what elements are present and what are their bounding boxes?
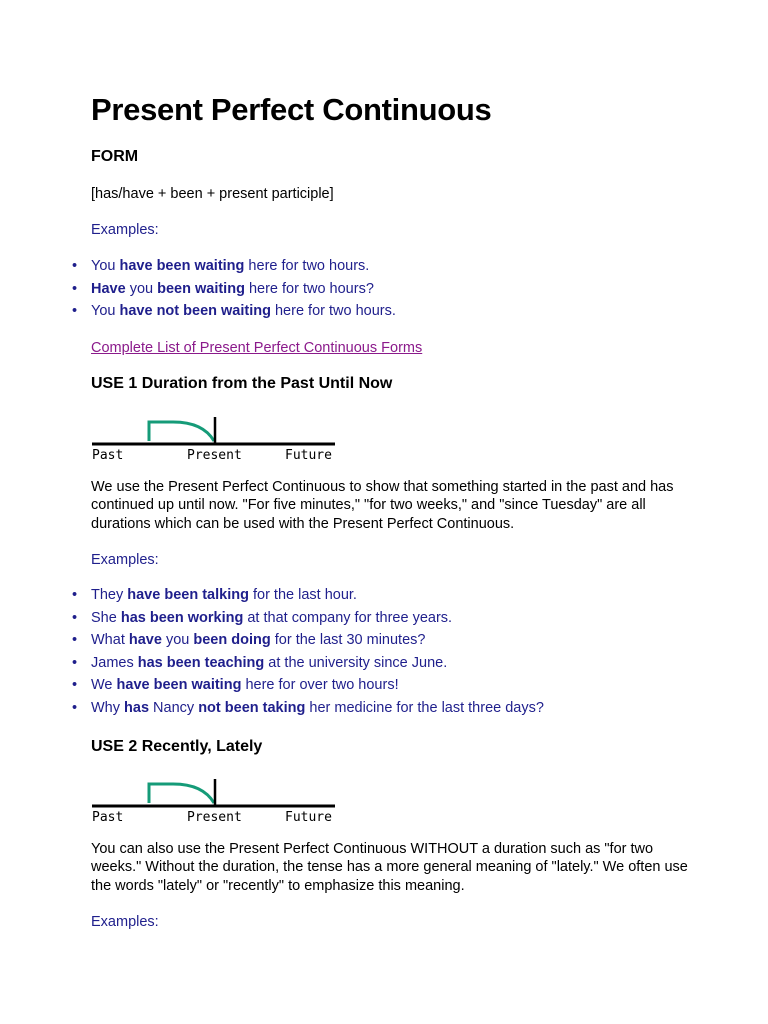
use2-examples-label: Examples:	[91, 914, 159, 930]
use2-paragraph: You can also use the Present Perfect Continuous WITHOUT a duration such as "for two weeks." Without the duration, the tense has a more general meaning of "lately." We often use the words "lately" or "recently" to emphasize this meaning.	[91, 841, 688, 894]
use2-heading: USE 2 Recently, Lately	[91, 738, 263, 755]
timeline-present-label: Present	[187, 448, 242, 463]
use1-examples-list	[91, 584, 589, 720]
example-text: here for two hours.	[270, 303, 396, 320]
forms-list-link[interactable]: Complete List of Present Perfect Continuous Forms	[91, 340, 423, 356]
example-verb-bold: been waiting	[157, 280, 245, 297]
example-text: her medicine for the last three days?	[305, 699, 544, 716]
example-verb-bold: have been talking	[127, 587, 249, 603]
examples-label: Examples:	[91, 222, 159, 238]
timeline-past-label: Past	[92, 448, 124, 463]
example-text: Why	[91, 699, 125, 716]
example-verb-bold: have been waiting	[116, 677, 242, 694]
example-text: at the university since June.	[264, 654, 448, 671]
form-examples-list	[91, 255, 441, 323]
example-text: You	[91, 258, 120, 274]
timeline-diagram-use1	[91, 414, 341, 464]
timeline-future-label: Future	[285, 448, 332, 463]
example-text: you	[161, 632, 194, 649]
timeline-present-label: Present	[187, 810, 242, 825]
example-verb-bold: been doing	[193, 632, 271, 649]
example-item	[46, 300, 396, 323]
timeline-past-label: Past	[92, 810, 124, 825]
example-text: James	[91, 654, 138, 671]
example-text: We	[91, 677, 117, 694]
example-text: here for two hours.	[244, 258, 370, 274]
example-verb-bold: have been waiting	[119, 258, 245, 274]
timeline-duration-arc	[149, 422, 214, 441]
use1-examples-label: Examples:	[91, 552, 159, 568]
example-text: here for over two hours!	[241, 677, 399, 694]
example-item	[46, 674, 544, 697]
example-text: They	[91, 587, 128, 603]
page-title: Present Perfect Continuous	[91, 92, 492, 127]
use1-heading: USE 1 Duration from the Past Until Now	[91, 375, 393, 392]
form-heading: FORM	[91, 148, 139, 165]
use1-paragraph: We use the Present Perfect Continuous to show that something started in the past and has continued up until now. "For five minutes," "for two weeks," and "since Tuesday" are all durations which can be used with the Present Perfect Continuous.	[91, 479, 674, 532]
example-item	[46, 629, 544, 652]
example-text: Nancy	[149, 699, 199, 716]
example-item	[46, 652, 544, 675]
example-verb-bold: has been teaching	[137, 654, 265, 671]
example-text: you	[125, 280, 158, 297]
example-text: What	[91, 632, 129, 649]
form-rule: [has/have + been + present participle]	[91, 186, 334, 202]
example-text: at that company for three years.	[243, 609, 453, 626]
example-text: here for two hours?	[244, 280, 374, 297]
example-verb-bold: not been taking	[198, 699, 306, 716]
timeline-duration-arc	[149, 784, 214, 803]
example-verb-bold: has	[124, 699, 150, 716]
example-item	[46, 607, 544, 630]
example-item	[46, 584, 544, 607]
example-verb-bold: have not been waiting	[119, 303, 271, 320]
example-verb-bold: Have	[91, 280, 126, 297]
example-item	[46, 278, 396, 301]
example-verb-bold: have	[128, 632, 162, 649]
example-verb-bold: has been working	[120, 609, 244, 626]
example-item	[46, 255, 396, 278]
example-text: You	[91, 303, 120, 320]
timeline-diagram-use2	[91, 776, 341, 826]
example-text: for the last hour.	[248, 587, 357, 603]
example-item	[46, 697, 544, 720]
example-text: She	[91, 609, 121, 626]
example-text: for the last 30 minutes?	[270, 632, 426, 649]
timeline-future-label: Future	[285, 810, 332, 825]
